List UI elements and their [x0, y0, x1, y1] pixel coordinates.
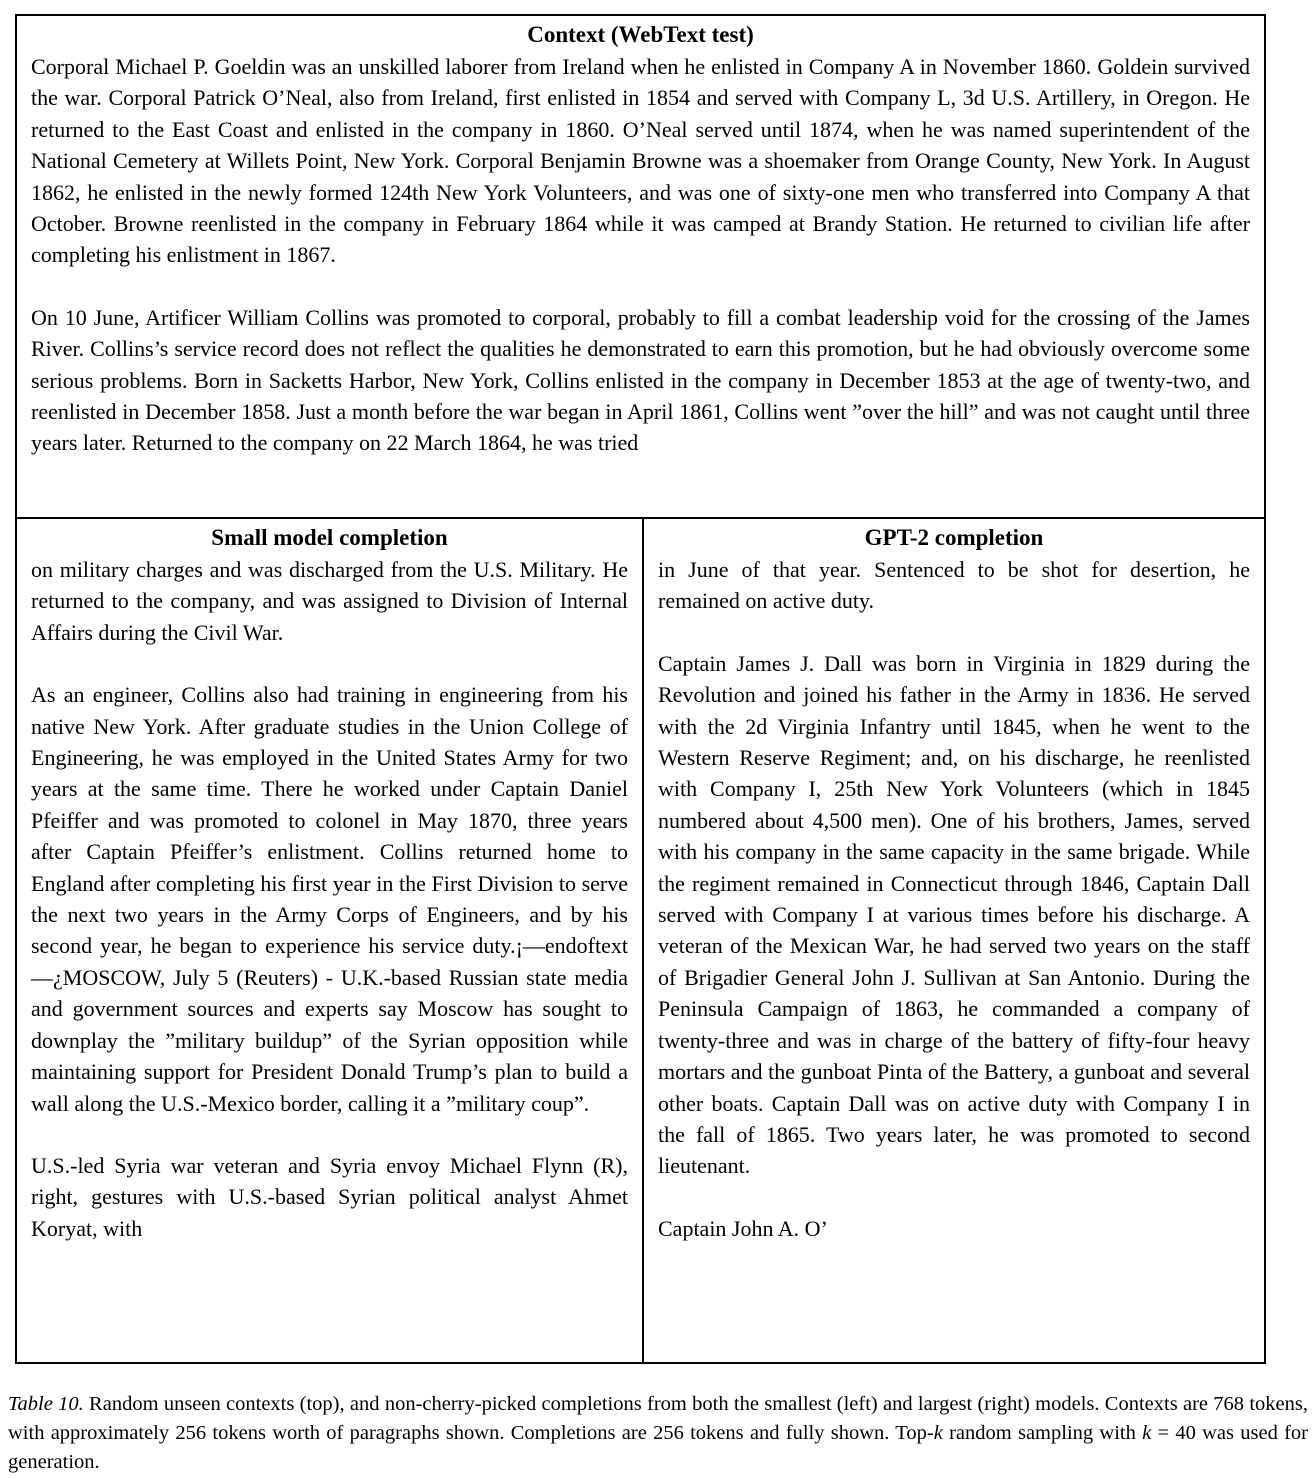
small-model-title: Small model completion [211, 525, 448, 550]
small-model-paragraph-1: on military charges and was discharged from the U.S. Military. He returned to the company, and was assigned to Division of Internal Affairs during the Civil War. [31, 557, 628, 645]
caption-text-3: = 40 was used for generation. [8, 1422, 1308, 1473]
gpt2-paragraph-3: Captain John A. O’ [658, 1215, 828, 1241]
table-caption [8, 1390, 1308, 1477]
table-10-figure [15, 14, 1266, 1364]
small-model-paragraph-2: As an engineer, Collins also had training in engineering from his native New York. After graduate studies in the Union College of Engineering, he was employed in the United States Army for two years at the same time. There he worked under Captain Daniel Pfeiffer and was promoted to colonel in May 1870, three years after Captain Pfeiffer’s enlistment. Collins returned home to England after completing his first year in the First Division to serve the next two years in the Army Corps of Engineers, and by his second year, he began to experience his service duty.¡—endoftext—¿MOSCOW, July 5 (Reuters) - U.K.-based Russian state media and government sources and experts say Moscow has sought to downplay the ”military buildup” of the Syrian opposition while maintaining support for President Donald Trump’s plan to build a wall along the U.S.-Mexico border, calling it a ”military coup”. [31, 682, 628, 1116]
caption-k-variable: k [1142, 1422, 1152, 1444]
gpt2-column [644, 519, 1264, 1362]
small-model-paragraph-3: U.S.-led Syria war veteran and Syria envoy Michael Flynn (R), right, gestures with U.S.-based Syrian political analyst Ahmet Koryat, with [31, 1152, 628, 1241]
completions-row [17, 517, 1264, 1362]
context-paragraph-1: Corporal Michael P. Goeldin was an unskilled laborer from Ireland when he enlisted in Company A in November 1860. Goldein survived the war. Corporal Patrick O’Neal, also from Ireland, first enlisted in 1854 and served with Company L, 3d U.S. Artillery, in Oregon. He returned to the East Coast and enlisted in the company in 1860. O’Neal served until 1874, when he was named superintendent of the National Cemetery at Willets Point, New York. Corporal Benjamin Browne was a shoemaker from Orange County, New York. In August 1862, he enlisted in the newly formed 124th New York Volunteers, and was one of sixty-one men who transferred into Company A that October. Browne reenlisted in the company in February 1864 while it was camped at Brandy Station. He returned to civilian life after completing his enlistment in 1867. [31, 54, 1250, 268]
context-section [17, 16, 1264, 517]
context-title: Context (WebText test) [527, 22, 754, 47]
small-model-column [17, 519, 644, 1362]
gpt2-paragraph-2: Captain James J. Dall was born in Virginia in 1829 during the Revolution and joined his father in the Army in 1836. He served with the 2d Virginia Infantry until 1845, when he went to the Western Reserve Regiment; and, on his discharge, he reenlisted with Company I, 25th New York Volunteers (which in 1845 numbered about 4,500 men). One of his brothers, James, served with his company in the same capacity in the same brigade. While the regiment remained in Connecticut through 1846, Captain Dall served with Company I at various times before his discharge. A veteran of the Mexican War, he had served two years on the staff of Brigadier General John J. Sullivan at San Antonio. During the Peninsula Campaign of 1863, he commanded a company of twenty-three and was in charge of the battery of fifty-four heavy mortars and the gunboat Pinta of the Battery, a gunboat and several other boats. Captain Dall was on active duty with Company I in the fall of 1865. Two years later, he was promoted to second lieutenant. [658, 650, 1250, 1179]
caption-text-2: random sampling with [942, 1422, 1143, 1444]
caption-text-1: Random unseen contexts (top), and non-cherry-picked completions from both the smallest (left) and largest (right) models. Contexts are 768 tokens, with approximately 256 tokens worth of paragraphs shown. Completions are 256 tokens and fully shown. Top- [8, 1393, 1308, 1444]
caption-table-number: Table 10. [8, 1393, 84, 1415]
gpt2-paragraph-1: in June of that year. Sentenced to be shot for desertion, he remained on active duty. [658, 557, 1250, 614]
caption-topk-variable: k [933, 1422, 943, 1444]
gpt2-title: GPT-2 completion [864, 525, 1044, 550]
context-paragraph-2: On 10 June, Artificer William Collins was promoted to corporal, probably to fill a combat leadership void for the crossing of the James River. Collins’s service record does not reflect the qualities he demonstrated to earn this promotion, but he had obviously overcome some serious problems. Born in Sacketts Harbor, New York, Collins enlisted in the company in December 1853 at the age of twenty-two, and reenlisted in December 1858. Just a month before the war began in April 1861, Collins went ”over the hill” and was not caught until three years later. Returned to the company on 22 March 1864, he was tried [31, 304, 1250, 456]
